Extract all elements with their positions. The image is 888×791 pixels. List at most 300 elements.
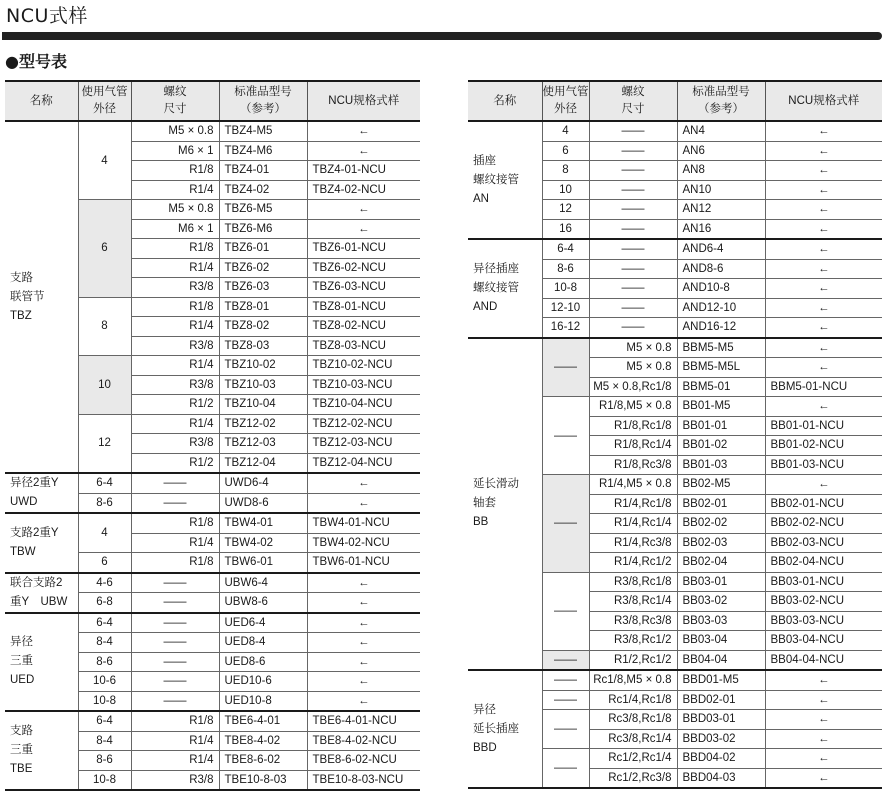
ncu-model-cell: BB02-04-NCU [765,553,882,573]
standard-model-cell: BB01-M5 [677,397,765,417]
tube-od-cell: 10-6 [78,672,131,692]
tube-od-cell: —— [542,749,589,789]
ncu-model-cell: BB04-04-NCU [765,650,882,670]
ncu-model-cell: ← [765,141,882,161]
ncu-model-cell: BB01-02-NCU [765,436,882,456]
thread-size-cell: R1/2 [131,395,219,415]
tube-od-cell: 6-4 [78,613,131,633]
ncu-model-cell: ← [307,473,420,493]
product-name-line: BBD [473,741,497,754]
ncu-model-cell: ← [307,219,420,239]
ncu-model-cell: TBZ8-01-NCU [307,297,420,317]
tube-od-cell: 6 [78,200,131,298]
table-row [468,670,882,690]
table-row [5,513,420,533]
ncu-model-cell: TBZ4-02-NCU [307,180,420,200]
ncu-model-cell: ← [765,298,882,318]
table-row [5,473,420,493]
product-name-cell [5,613,78,712]
model-table-right [468,80,882,789]
thread-size-cell: R1/4,Rc1/2 [589,553,677,573]
ncu-model-cell: ← [765,338,882,358]
ncu-model-cell: TBZ4-01-NCU [307,161,420,181]
product-name-cell [468,121,542,239]
standard-model-cell: TBZ6-01 [219,239,307,259]
tube-od-cell: 6-4 [78,473,131,493]
tube-od-cell: 6-8 [78,593,131,613]
thread-size-cell: —— [589,180,677,200]
section-title: ●型号表 [5,52,67,71]
product-name-cell [5,573,78,613]
standard-model-cell: TBZ6-02 [219,258,307,278]
standard-model-cell: BBM5-M5 [677,338,765,358]
thread-size-cell: —— [589,219,677,239]
thread-size-cell: —— [131,691,219,711]
tube-od-cell: 4 [542,121,589,141]
thread-size-cell: —— [131,573,219,593]
product-name-cell [5,473,78,513]
thread-size-cell: R1/4 [131,356,219,376]
standard-model-cell: BBD04-02 [677,749,765,769]
ncu-model-cell: ← [307,672,420,692]
tube-od-cell: —— [542,338,589,397]
standard-model-cell: TBZ6-03 [219,278,307,298]
ncu-model-cell: ← [765,710,882,730]
ncu-model-cell: TBZ8-03-NCU [307,336,420,356]
thread-size-cell: M5 × 0.8 [131,121,219,141]
ncu-model-cell: BB01-03-NCU [765,455,882,475]
tube-od-cell: 10-8 [78,770,131,790]
thread-size-cell: R3/8,Rc1/8 [589,572,677,592]
standard-model-cell: AN8 [677,161,765,181]
ncu-model-cell: TBZ6-01-NCU [307,239,420,259]
ncu-model-cell: ← [765,729,882,749]
header-thread: 螺纹 尺寸 [131,81,219,121]
thread-size-cell: R3/8 [131,434,219,454]
product-name-cell [5,121,78,473]
ncu-model-cell: TBZ12-03-NCU [307,434,420,454]
ncu-model-cell: ← [307,633,420,653]
tube-od-cell: —— [542,650,589,670]
product-name-line: 异径插座 [473,262,519,275]
ncu-model-cell: ← [765,475,882,495]
thread-size-cell: R1/4 [131,317,219,337]
tube-od-cell: —— [542,710,589,749]
thread-size-cell: R1/4,M5 × 0.8 [589,475,677,495]
product-name-line: 三重 [10,744,33,756]
header-name: 名称 [5,81,78,121]
standard-model-cell: TBZ8-02 [219,317,307,337]
tube-od-cell: 8-6 [78,493,131,513]
ncu-model-cell: ← [307,573,420,593]
tube-od-cell: 4-6 [78,573,131,593]
tube-od-cell: 4 [78,121,131,200]
ncu-model-cell: TBW4-01-NCU [307,513,420,533]
ncu-model-cell: BB02-01-NCU [765,494,882,514]
thread-size-cell: R1/8 [131,711,219,731]
product-name-line: UED [10,674,35,687]
thread-size-cell: —— [589,200,677,220]
standard-model-cell: BB02-M5 [677,475,765,495]
tube-od-cell: 8-6 [78,652,131,672]
ncu-model-cell: ← [307,141,420,161]
header-ncu-model: NCU规格式样 [765,81,882,121]
tube-od-cell: —— [542,670,589,690]
ncu-model-cell: BB03-04-NCU [765,631,882,651]
thread-size-cell: —— [589,121,677,141]
thread-size-cell: R1/8 [131,513,219,533]
thread-size-cell: M5 × 0.8 [589,338,677,358]
product-name-cell [5,513,78,573]
ncu-model-cell: ← [765,397,882,417]
thread-size-cell: R1/4,Rc3/8 [589,533,677,553]
ncu-model-cell: ← [765,259,882,279]
ncu-model-cell: ← [765,318,882,338]
thread-size-cell: Rc1/2,Rc3/8 [589,768,677,788]
ncu-model-cell: BBM5-01-NCU [765,377,882,397]
tube-od-cell: 6 [78,553,131,573]
thread-size-cell: R3/8 [131,375,219,395]
thread-size-cell: —— [131,593,219,613]
standard-model-cell: TBZ12-04 [219,453,307,473]
standard-model-cell: BB04-04 [677,650,765,670]
standard-model-cell: TBW6-01 [219,553,307,573]
title-bar [2,32,882,40]
standard-model-cell: AND6-4 [677,239,765,259]
ncu-model-cell: ← [307,691,420,711]
standard-model-cell: BB03-04 [677,631,765,651]
tube-od-cell: 6-4 [78,711,131,731]
product-name-cell [468,670,542,788]
table-row [5,573,420,593]
standard-model-cell: BBD01-M5 [677,670,765,690]
ncu-model-cell: TBZ6-03-NCU [307,278,420,298]
standard-model-cell: TBZ8-03 [219,336,307,356]
product-name-cell [468,338,542,671]
standard-model-cell: TBE8-6-02 [219,751,307,771]
standard-model-cell: TBZ10-03 [219,375,307,395]
tube-od-cell: 8 [542,161,589,181]
thread-size-cell: R1/8,Rc3/8 [589,455,677,475]
product-name-line: 异径 [473,703,496,716]
tube-od-cell: 8-6 [542,259,589,279]
standard-model-cell: TBZ10-04 [219,395,307,415]
thread-size-cell: R1/4,Rc1/4 [589,514,677,534]
ncu-model-cell: ← [765,219,882,239]
thread-size-cell: R3/8 [131,770,219,790]
product-name-line: 异径 [10,636,33,649]
thread-size-cell: Rc3/8,Rc1/4 [589,729,677,749]
tube-od-cell: 4 [78,513,131,553]
ncu-model-cell: ← [765,180,882,200]
product-name-line: 异径2重Y [10,477,59,489]
header-ncu-model: NCU规格式样 [307,81,420,121]
standard-model-cell: BBM5-01 [677,377,765,397]
standard-model-cell: BB01-02 [677,436,765,456]
standard-model-cell: TBZ12-02 [219,414,307,434]
standard-model-cell: BB01-01 [677,416,765,436]
standard-model-cell: TBZ6-M5 [219,200,307,220]
ncu-model-cell: TBW6-01-NCU [307,553,420,573]
standard-model-cell: BBD03-02 [677,729,765,749]
thread-size-cell: R1/4 [131,731,219,751]
ncu-model-cell: ← [765,121,882,141]
standard-model-cell: AND10-8 [677,279,765,299]
ncu-model-cell: ← [765,161,882,181]
product-name-line: TBZ [10,309,32,322]
product-name-line: 延长滑动 [473,478,519,491]
thread-size-cell: M5 × 0.8 [131,200,219,220]
thread-size-cell: R1/8 [131,297,219,317]
thread-size-cell: R1/4 [131,533,219,553]
thread-size-cell: —— [131,613,219,633]
ncu-model-cell: ← [765,200,882,220]
tube-od-cell: —— [542,397,589,475]
product-name-line: 支路2重Y [10,526,59,539]
thread-size-cell: —— [589,141,677,161]
thread-size-cell: —— [131,473,219,493]
tube-od-cell: 10 [78,356,131,415]
ncu-model-cell: ← [307,200,420,220]
standard-model-cell: TBZ4-02 [219,180,307,200]
thread-size-cell: R3/8,Rc3/8 [589,611,677,631]
ncu-model-cell: ← [765,239,882,259]
standard-model-cell: TBE10-8-03 [219,770,307,790]
standard-model-cell: TBE6-4-01 [219,711,307,731]
ncu-model-cell: BB03-02-NCU [765,592,882,612]
thread-size-cell: —— [589,259,677,279]
product-name-line: TBW [10,545,36,558]
ncu-model-cell: BB03-01-NCU [765,572,882,592]
standard-model-cell: AND8-6 [677,259,765,279]
tube-od-cell: 12 [78,414,131,473]
product-name-line: 重Y UBW [10,595,68,608]
product-name-line: 支路 [10,271,33,284]
model-table-left [5,80,420,791]
product-name-line: AN [473,192,489,205]
standard-model-cell: TBZ4-01 [219,161,307,181]
thread-size-cell: M6 × 1 [131,219,219,239]
thread-size-cell: R1/8 [131,239,219,259]
product-name-line: 螺纹接管 [473,173,519,186]
ncu-model-cell: ← [765,358,882,378]
standard-model-cell: AN10 [677,180,765,200]
ncu-model-cell: ← [307,493,420,513]
thread-size-cell: —— [131,633,219,653]
thread-size-cell: R3/8 [131,278,219,298]
standard-model-cell: TBZ4-M5 [219,121,307,141]
table-row [468,239,882,259]
tube-od-cell: 6 [542,141,589,161]
tube-od-cell: 8-6 [78,751,131,771]
ncu-model-cell: TBE8-6-02-NCU [307,751,420,771]
table-row [468,121,882,141]
tube-od-cell: 10-8 [542,279,589,299]
standard-model-cell: BB03-01 [677,572,765,592]
standard-model-cell: BB02-01 [677,494,765,514]
ncu-model-cell: TBZ8-02-NCU [307,317,420,337]
thread-size-cell: R1/8 [131,553,219,573]
standard-model-cell: UWD6-4 [219,473,307,493]
standard-model-cell: TBZ4-M6 [219,141,307,161]
thread-size-cell: R1/2 [131,453,219,473]
tube-od-cell: 10-8 [78,691,131,711]
ncu-model-cell: ← [765,768,882,788]
thread-size-cell: R1/8,Rc1/4 [589,436,677,456]
thread-size-cell: —— [589,298,677,318]
thread-size-cell: R1/2,Rc1/2 [589,650,677,670]
standard-model-cell: UED8-6 [219,652,307,672]
thread-size-cell: —— [589,318,677,338]
product-name-line: TBE [10,763,33,775]
header-std-model: 标准品型号 （参考） [677,81,765,121]
standard-model-cell: UED10-6 [219,672,307,692]
ncu-model-cell: BB03-03-NCU [765,611,882,631]
header-name: 名称 [468,81,542,121]
ncu-model-cell: BB02-02-NCU [765,514,882,534]
standard-model-cell: UWD8-6 [219,493,307,513]
tube-od-cell: —— [542,572,589,650]
ncu-model-cell: BB01-01-NCU [765,416,882,436]
tube-od-cell: 8 [78,297,131,356]
header-std-model: 标准品型号 （参考） [219,81,307,121]
thread-size-cell: R1/8 [131,161,219,181]
ncu-model-cell: ← [307,652,420,672]
thread-size-cell: R3/8 [131,336,219,356]
tube-od-cell: 12-10 [542,298,589,318]
ncu-model-cell: ← [307,613,420,633]
thread-size-cell: —— [589,161,677,181]
thread-size-cell: R1/8,M5 × 0.8 [589,397,677,417]
ncu-model-cell: ← [307,593,420,613]
page-title: NCU式样 [6,5,88,27]
product-name-line: AND [473,300,498,313]
ncu-model-cell: ← [765,279,882,299]
standard-model-cell: TBE8-4-02 [219,731,307,751]
product-name-line: 轴套 [473,497,496,510]
standard-model-cell: BBM5-M5L [677,358,765,378]
tube-od-cell: —— [542,690,589,710]
standard-model-cell: TBW4-01 [219,513,307,533]
thread-size-cell: R1/4,Rc1/8 [589,494,677,514]
table-header-row [5,81,420,121]
ncu-model-cell: TBZ12-02-NCU [307,414,420,434]
standard-model-cell: UED6-4 [219,613,307,633]
thread-size-cell: R1/4 [131,180,219,200]
standard-model-cell: AN16 [677,219,765,239]
ncu-model-cell: TBE8-4-02-NCU [307,731,420,751]
standard-model-cell: BBD02-01 [677,690,765,710]
ncu-model-cell: ← [307,121,420,141]
standard-model-cell: BB03-03 [677,611,765,631]
thread-size-cell: —— [131,672,219,692]
standard-model-cell: TBZ10-02 [219,356,307,376]
standard-model-cell: TBZ8-01 [219,297,307,317]
header-thread: 螺纹 尺寸 [589,81,677,121]
standard-model-cell: UED10-8 [219,691,307,711]
tube-od-cell: 10 [542,180,589,200]
standard-model-cell: TBW4-02 [219,533,307,553]
standard-model-cell: AN12 [677,200,765,220]
standard-model-cell: AN4 [677,121,765,141]
thread-size-cell: R3/8,Rc1/4 [589,592,677,612]
standard-model-cell: UED8-4 [219,633,307,653]
standard-model-cell: UBW6-4 [219,573,307,593]
standard-model-cell: TBZ12-03 [219,434,307,454]
thread-size-cell: Rc3/8,Rc1/8 [589,710,677,730]
thread-size-cell: R1/8,Rc1/8 [589,416,677,436]
thread-size-cell: R1/4 [131,414,219,434]
thread-size-cell: R1/4 [131,751,219,771]
thread-size-cell: Rc1/8,M5 × 0.8 [589,670,677,690]
thread-size-cell: Rc1/2,Rc1/4 [589,749,677,769]
table-row [5,121,420,141]
tube-od-cell: 8-4 [78,731,131,751]
standard-model-cell: BB03-02 [677,592,765,612]
tube-od-cell: —— [542,475,589,573]
product-name-line: 螺纹接管 [473,281,519,294]
thread-size-cell: M5 × 0.8,Rc1/8 [589,377,677,397]
table-row [468,338,882,358]
product-name-line: UWD [10,496,38,508]
product-name-line: 支路 [10,725,33,737]
product-name-line: 延长插座 [473,722,519,735]
standard-model-cell: UBW8-6 [219,593,307,613]
thread-size-cell: —— [131,652,219,672]
header-tube-od: 使用气管 外径 [542,81,589,121]
ncu-model-cell: ← [765,690,882,710]
thread-size-cell: M5 × 0.8 [589,358,677,378]
product-name-line: BB [473,516,489,529]
tube-od-cell: 12 [542,200,589,220]
standard-model-cell: BBD04-03 [677,768,765,788]
standard-model-cell: AND16-12 [677,318,765,338]
tube-od-cell: 8-4 [78,633,131,653]
thread-size-cell: Rc1/4,Rc1/8 [589,690,677,710]
standard-model-cell: BB01-03 [677,455,765,475]
thread-size-cell: —— [589,279,677,299]
thread-size-cell: —— [131,493,219,513]
header-tube-od: 使用气管 外径 [78,81,131,121]
thread-size-cell: R1/4 [131,258,219,278]
product-name-line: 联管节 [10,290,45,303]
table-header-row [468,81,882,121]
tube-od-cell: 16 [542,219,589,239]
table-row [5,613,420,633]
tube-od-cell: 16-12 [542,318,589,338]
ncu-model-cell: TBZ12-04-NCU [307,453,420,473]
ncu-model-cell: BB02-03-NCU [765,533,882,553]
ncu-model-cell: ← [765,749,882,769]
standard-model-cell: BB02-03 [677,533,765,553]
ncu-model-cell: TBW4-02-NCU [307,533,420,553]
standard-model-cell: BB02-04 [677,553,765,573]
product-name-line: 三重 [10,655,33,668]
product-name-line: 联合支路2 [10,576,63,589]
ncu-model-cell: TBE10-8-03-NCU [307,770,420,790]
tube-od-cell: 6-4 [542,239,589,259]
thread-size-cell: R3/8,Rc1/2 [589,631,677,651]
standard-model-cell: AN6 [677,141,765,161]
standard-model-cell: BB02-02 [677,514,765,534]
thread-size-cell: M6 × 1 [131,141,219,161]
thread-size-cell: —— [589,239,677,259]
ncu-model-cell: TBZ10-02-NCU [307,356,420,376]
ncu-model-cell: TBZ10-04-NCU [307,395,420,415]
standard-model-cell: BBD03-01 [677,710,765,730]
standard-model-cell: AND12-10 [677,298,765,318]
ncu-model-cell: TBZ10-03-NCU [307,375,420,395]
